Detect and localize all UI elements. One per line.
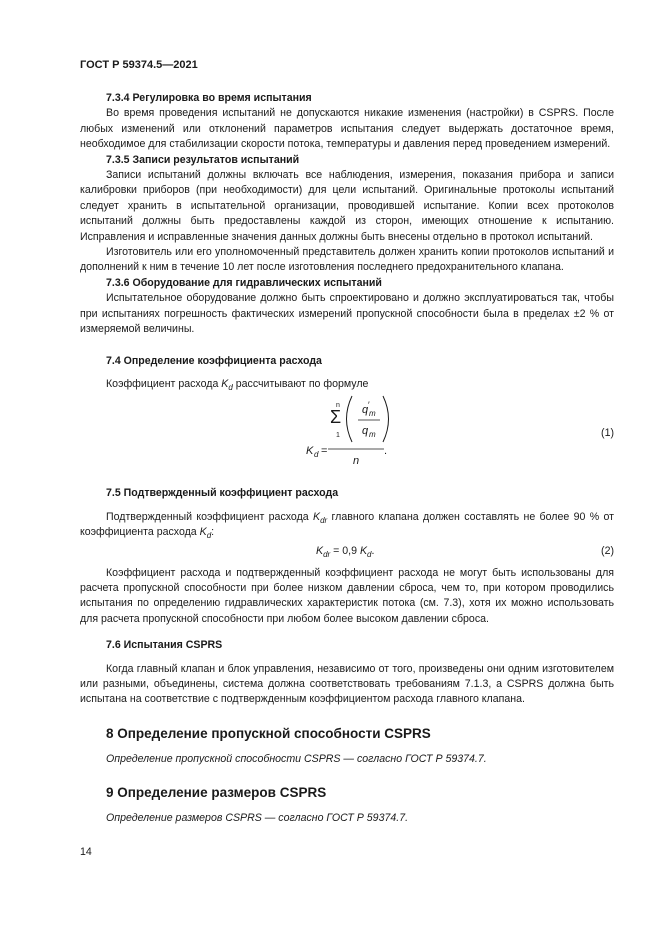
section-7-3-5-title: 7.3.5 Записи результатов испытаний: [106, 153, 300, 166]
section-7-3-6-title: 7.3.6 Оборудование для гидравлических испытаний: [106, 276, 382, 289]
formula-lhs-sub-d: d: [314, 450, 319, 460]
text-run: главного клапана должен составлять не более 90 % от коэффициента расхода: [80, 510, 614, 539]
section-7-5-paragraph-2: Коэффициент расхода и подтвержденный коэффициент расхода не могут быть использованы для расчета пропускной способности при более низком давлении сброса, чем то, при котором проводились испытания по определению гидравлических характеристик потока (см. 7.3), хотя их можно использовать для расчета пропускной способности при любом более высоком давлении сброса.: [80, 566, 614, 625]
formula-2-middle: = 0,9: [330, 544, 360, 557]
formula-num-q: q: [362, 404, 369, 417]
formula-1-number: (1): [601, 427, 614, 440]
formula-2-K2: K: [359, 544, 368, 557]
section-9-title: 9 Определение размеров CSPRS: [106, 785, 327, 801]
section-7-3-5-paragraph-1: Записи испытаний должны включать все наблюдения, измерения, показания прибора и записи калибровки приборов (при необходимости) для цели испытаний. Оригинальные протоколы испытаний следует хранить в испытательной организации, проводившей испытание. Копии всех протоколов испытаний должны быть предоставлены каждой из сторон, имеющих отношение к испытанию. Исправления и исправленные значения данных должны быть внесены отдельно в протокол испытаний.: [80, 169, 614, 243]
formula-sum-lower: 1: [336, 432, 340, 440]
formula-2-period: .: [371, 544, 375, 557]
formula-lhs-K: K: [306, 445, 314, 458]
formula-sum-sign: Σ: [330, 407, 342, 428]
symbol-subscript-dr: dr: [320, 515, 328, 525]
formula-2-sub-d: d: [367, 549, 372, 559]
symbol-subscript-d: d: [228, 383, 233, 393]
formula-right-paren: [383, 396, 389, 442]
text-run: Коэффициент расхода: [106, 377, 222, 390]
section-7-4-title: 7.4 Определение коэффициента расхода: [106, 354, 322, 367]
symbol-K: K: [199, 526, 207, 539]
section-7-6-paragraph: Когда главный клапан и блок управления, независимо от того, произведены они одним изготовителем или разными, объединены, система должна соответствовать требованиям 7.1.3, а CSPRS должна быть испытана на соответствие с подтвержденным коэффициентом расхода главного клапана.: [80, 662, 614, 706]
page-content: [80, 91, 614, 827]
section-7-3-4-paragraph: Во время проведения испытаний не допускаются никакие изменения (настройки) в CSPRS. После любых изменений или отклонений параметров испытания следует выдержать достаточное время, необходимое для стабилизации скорости потока, температуры и давления перед проведением измерений.: [80, 107, 614, 151]
formula-2-expression: [316, 544, 374, 559]
formula-1-graphic: [80, 392, 614, 470]
formula-sum-upper: n: [336, 402, 340, 410]
formula-period: .: [384, 445, 388, 458]
section-7-6-title: 7.6 Испытания CSPRS: [106, 639, 223, 652]
section-8-text: Определение пропускной способности CSPRS — согласно ГОСТ Р 59374.7.: [106, 752, 487, 765]
section-7-5-paragraph-1: [80, 510, 614, 541]
formula-equals: =: [321, 445, 328, 458]
text-run: рассчитывают по формуле: [232, 377, 369, 390]
section-9-text: Определение размеров CSPRS — согласно ГОСТ Р 59374.7.: [106, 812, 409, 825]
section-7-3-6-paragraph: Испытательное оборудование должно быть спроектировано и должно эксплуатироваться так, чтобы при испытаниях погрешность фактических измерений пропускной способности была в пределах ±2 % от измеряемой величины.: [80, 292, 614, 336]
section-7-4-paragraph: [80, 377, 614, 392]
section-8-title: 8 Определение пропускной способности CSPRS: [106, 725, 431, 741]
formula-den-sub-m: m: [369, 430, 376, 440]
symbol-K: K: [221, 377, 229, 390]
section-7-3-5-paragraph-2: Изготовитель или его уполномоченный представитель должен хранить копии протоколов испытаний и дополнений к ним в течение 10 лет после изготовления последнего предохранительного клапана.: [80, 246, 614, 274]
formula-den-q: q: [362, 425, 369, 438]
formula-num-prime: ′: [368, 400, 370, 411]
formula-denominator-n: n: [353, 455, 360, 468]
document-header: ГОСТ Р 59374.5—2021: [80, 59, 198, 71]
formula-2-number: (2): [601, 544, 614, 557]
formula-2: [80, 541, 614, 563]
formula-left-paren: [347, 396, 353, 442]
page-number: 14: [80, 846, 92, 858]
section-7-5-title: 7.5 Подтвержденный коэффициент расхода: [106, 487, 339, 500]
text-run: Подтвержденный коэффициент расхода: [106, 510, 313, 523]
formula-2-sub-dr: dr: [323, 549, 331, 559]
symbol-subscript-d: d: [206, 531, 212, 541]
symbol-K: K: [313, 510, 321, 523]
formula-num-sub-m: m: [369, 409, 376, 419]
formula-1: [80, 392, 614, 470]
formula-2-K: K: [316, 544, 324, 557]
text-run: :: [211, 526, 215, 539]
section-7-3-4-title: 7.3.4 Регулировка во время испытания: [106, 92, 312, 104]
